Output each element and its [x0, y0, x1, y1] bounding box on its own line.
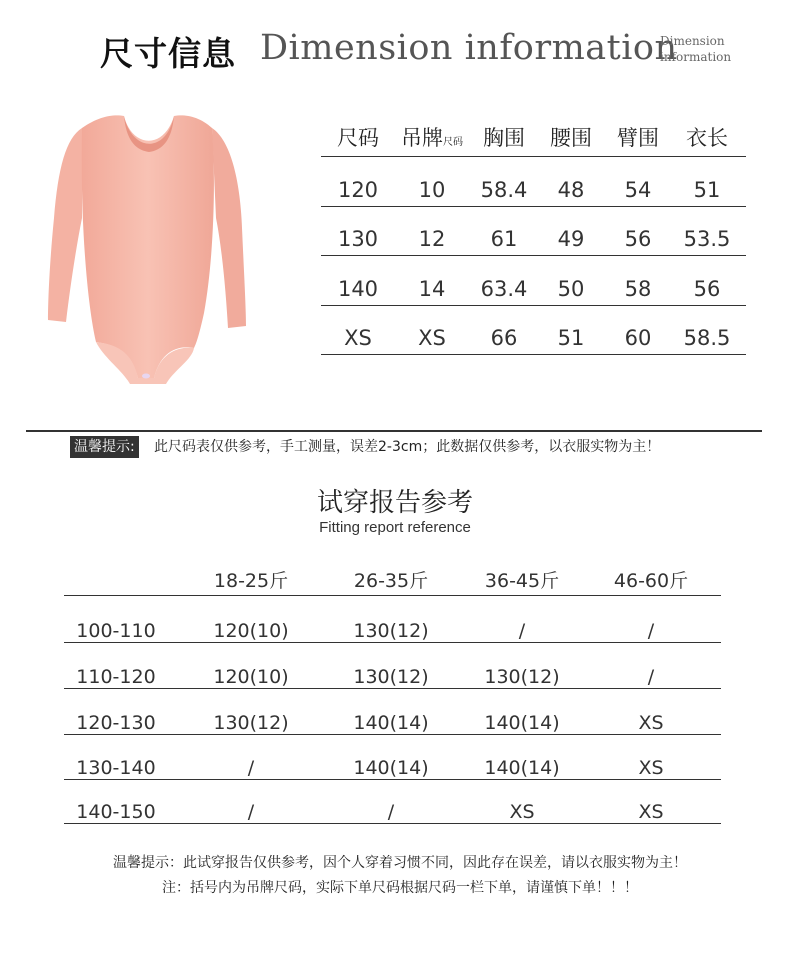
table-cell: 130(12) [213, 712, 289, 734]
table-cell: XS [638, 801, 664, 823]
header-arm: 臂围 [617, 126, 659, 150]
table-cell: 66 [490, 326, 518, 350]
table-cell: 51 [557, 326, 585, 350]
table-cell: 140-150 [76, 801, 156, 823]
table-cell: 140 [337, 276, 379, 301]
table-cell: 130(12) [353, 620, 429, 642]
table-cell: / [387, 801, 395, 823]
table-cell: 63.4 [480, 276, 528, 301]
table-row [64, 596, 721, 643]
header-tag-size [397, 122, 467, 152]
header-weight: 36-45斤 [484, 570, 560, 592]
table-row [64, 735, 721, 780]
header-tag: 吊牌 [401, 126, 443, 150]
table-cell: 130 [337, 227, 379, 251]
size-table-header [321, 118, 746, 157]
table-cell: / [647, 620, 655, 642]
fitting-table-header [64, 565, 721, 596]
header-tag-sub: 尺码 [443, 137, 463, 148]
header-weight: 26-35斤 [353, 570, 429, 592]
table-cell: 140(14) [484, 757, 560, 779]
table-cell: XS [638, 712, 664, 734]
header-weight: 46-60斤 [613, 570, 689, 592]
table-cell: 140(14) [353, 757, 429, 779]
table-cell: 110-120 [76, 666, 156, 688]
table-cell: 140(14) [484, 712, 560, 734]
title-small-line1: Dimension [660, 34, 725, 48]
table-cell: 130-140 [76, 757, 156, 779]
fitting-subtitle: Fitting report reference [319, 519, 471, 536]
leotard-icon [44, 108, 254, 390]
table-cell: / [518, 620, 526, 642]
table-cell: / [247, 801, 255, 823]
table-cell: 56 [693, 276, 721, 301]
header-weight: 18-25斤 [213, 570, 289, 592]
table-row [321, 157, 746, 207]
table-cell: 120 [337, 177, 379, 202]
header-length: 衣长 [686, 126, 728, 150]
table-cell: 12 [418, 227, 446, 251]
table-cell: 10 [418, 177, 446, 202]
fitting-note: 温馨提示：此试穿报告仅供参考，因个人穿着习惯不同，因此存在误差，请以衣服实物为主！ [113, 855, 687, 871]
page-title-en: Dimension information [260, 28, 678, 68]
table-cell: 14 [418, 276, 446, 301]
table-cell: / [247, 757, 255, 779]
fitting-table [64, 565, 721, 824]
table-cell: 130(12) [353, 666, 429, 688]
section-divider [26, 430, 762, 432]
table-cell: XS [509, 801, 535, 823]
table-cell: 50 [557, 276, 585, 301]
table-cell: 54 [624, 177, 652, 202]
table-row [64, 780, 721, 824]
fitting-title: 试穿报告参考 [316, 488, 473, 518]
table-row [64, 689, 721, 735]
header-waist: 腰围 [550, 126, 592, 150]
table-row [321, 207, 746, 257]
title-small-line2: information [660, 50, 732, 64]
table-cell: 120(10) [213, 666, 289, 688]
table-cell: 58.5 [683, 326, 731, 350]
table-cell: 53.5 [683, 227, 731, 251]
table-cell: 120-130 [76, 712, 156, 734]
table-cell: XS [418, 326, 446, 350]
table-cell: 60 [624, 326, 652, 350]
table-cell: 120(10) [213, 620, 289, 642]
table-cell: 61 [490, 227, 518, 251]
table-cell: 48 [557, 177, 585, 202]
header-size: 尺码 [337, 126, 379, 150]
tip-badge: 温馨提示: [70, 436, 139, 458]
table-cell: 100-110 [76, 620, 156, 642]
table-cell: 56 [624, 227, 652, 251]
table-cell: 51 [693, 177, 721, 202]
table-cell: 49 [557, 227, 585, 251]
table-cell: 140(14) [353, 712, 429, 734]
table-row [64, 643, 721, 689]
table-row [321, 256, 746, 306]
table-row [321, 306, 746, 356]
tip-text: 此尺码表仅供参考，手工测量，误差2-3cm；此数据仅供参考，以衣服实物为主！ [154, 439, 661, 455]
table-cell: 58 [624, 276, 652, 301]
table-cell: 130(12) [484, 666, 560, 688]
page-title: 尺寸信息 [100, 34, 236, 73]
header-chest: 胸围 [483, 126, 525, 150]
page-title-en-small [660, 33, 731, 65]
table-cell: / [647, 666, 655, 688]
table-cell: XS [344, 326, 372, 350]
table-cell: XS [638, 757, 664, 779]
order-note: 注：括号内为吊牌尺码，实际下单尺码根据尺码一栏下单，请谨慎下单！！！ [162, 880, 638, 896]
table-cell: 58.4 [480, 177, 528, 202]
leotard-image [44, 108, 254, 390]
size-table [321, 118, 746, 355]
